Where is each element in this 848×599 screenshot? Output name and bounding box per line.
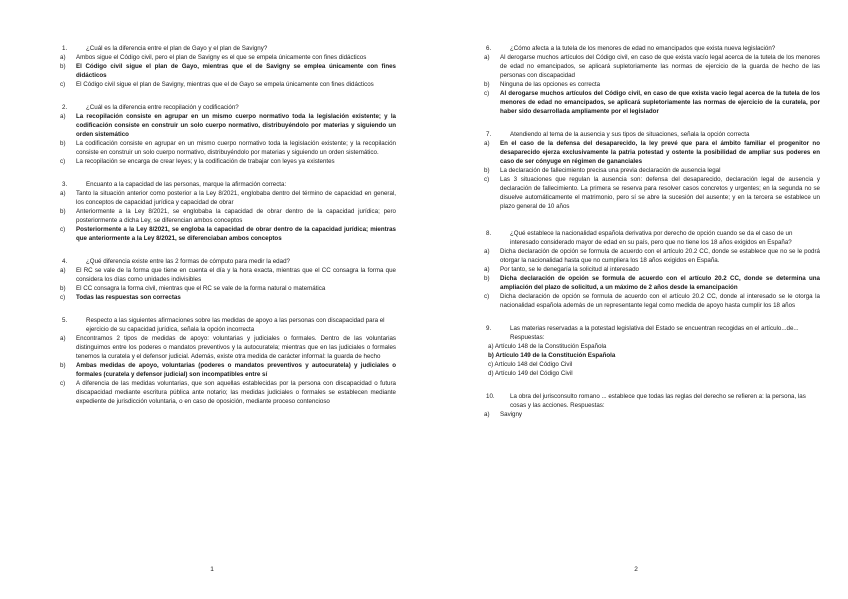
- question-block: [50, 257, 396, 302]
- question-number: 5.: [62, 317, 68, 324]
- document-page-2: [424, 0, 848, 599]
- option-text: Las 3 situaciones que regulan la ausencia son: defensa del desaparecido, declaración legal de ausencia y declaración de fallecimiento. La primera se reserva para resolver casos concretos y urgentes; en la segunda no se disuelve automáticamente el matrimonio, pero sí se abre la sucesión del ausente; y en la tercera se establece un plazo general de 10 años: [500, 176, 820, 210]
- option-label: b): [60, 285, 66, 292]
- answer-option: [474, 351, 820, 360]
- answer-option: [50, 62, 396, 80]
- answer-option: [50, 379, 396, 406]
- option-label: c): [484, 90, 490, 97]
- question-number: 8.: [486, 230, 492, 237]
- question-number: 1.: [62, 45, 68, 52]
- option-label: b): [60, 208, 66, 215]
- question-block: [474, 324, 820, 378]
- option-label: a): [484, 266, 490, 273]
- question-number: 9.: [486, 325, 492, 332]
- question-text: Respecto a las siguientes afirmaciones sobre las medidas de apoyo a las personas con discapacidad para el ejercicio de su capacidad jurídica, señala la opción incorrecta: [86, 317, 385, 333]
- answer-option: [50, 157, 396, 166]
- option-label: b): [484, 275, 490, 282]
- answer-option: [474, 410, 820, 419]
- question-block: [50, 316, 396, 406]
- option-label: c): [60, 226, 66, 233]
- question-number: 2.: [62, 104, 68, 111]
- answer-option: [50, 80, 396, 89]
- answer-option: [50, 225, 396, 243]
- question-block: [474, 130, 820, 211]
- option-text: b) Artículo 149 de la Constitución Española: [488, 352, 616, 359]
- question-number: 7.: [486, 131, 492, 138]
- option-label: b): [60, 140, 66, 147]
- option-label: c): [60, 294, 66, 301]
- questions-column: [50, 44, 396, 406]
- question-block: [474, 44, 820, 116]
- question-block: [50, 103, 396, 166]
- option-label: b): [484, 167, 490, 174]
- option-text: Dicha declaración de opción se formula de acuerdo con el artículo 20.2 CC, donde se determina una ampliación del plazo de solicitud, a un máximo de 2 años desde la emancipación: [500, 275, 820, 291]
- questions-column: [474, 44, 820, 419]
- option-text: c) Artículo 148 del Código Civil: [488, 361, 573, 368]
- answer-option: [474, 274, 820, 292]
- question-text: ¿Cómo afecta a la tutela de los menores de edad no emancipados que exista nueva legislación?: [510, 45, 776, 52]
- option-text: a) Artículo 148 de la Constitución Española: [488, 343, 607, 350]
- answer-option: [50, 189, 396, 207]
- answer-option: [50, 266, 396, 284]
- option-text: El Código civil sigue el plan de Gayo, mientras que el de Savigny se emplea únicamente con fines didácticos: [76, 63, 396, 79]
- answer-option: [474, 139, 820, 166]
- option-label: a): [484, 54, 490, 61]
- option-text: Anteriormente a la Ley 8/2021, se englobaba la capacidad de obrar dentro de la capacidad jurídica; pero posteriormente a dicha Ley, se diferencian ambos conceptos: [76, 208, 396, 224]
- option-label: b): [484, 81, 490, 88]
- option-label: c): [60, 158, 66, 165]
- answer-option: [50, 139, 396, 157]
- page-number: 2: [634, 566, 638, 573]
- option-label: a): [60, 113, 66, 120]
- question-text: Las materias reservadas a la potestad legislativa del Estado se encuentran recogidas en el artículo...de... Respuestas:: [510, 325, 799, 341]
- answer-option: [474, 166, 820, 175]
- option-text: Posteriormente a la Ley 8/2021, se engloba la capacidad de obrar dentro de la capacidad jurídica; mientras que anteriormente a la Ley 8/2021, se diferenciaban ambos conceptos: [76, 226, 396, 242]
- answer-option: [474, 175, 820, 211]
- question-text: La obra del jurisconsulto romano ... establece que todas las reglas del derecho se refieren a: la persona, las cosas y las acciones. Respuestas:: [510, 393, 806, 409]
- answer-option: [474, 80, 820, 89]
- answer-option: [474, 247, 820, 265]
- answer-option: [474, 342, 820, 351]
- question-block: [50, 44, 396, 89]
- option-label: c): [60, 81, 66, 88]
- question-text: ¿Qué establece la nacionalidad española derivativa por derecho de opción cuando se da el caso de un interesado considerado mayor de edad en su país, pero que no tiene los 18 años exigidos en España?: [510, 230, 793, 246]
- question-number: 10.: [486, 393, 495, 400]
- option-text: La recopilación consiste en agrupar en un mismo cuerpo normativo toda la legislación existente; y la codificación consiste en construir un solo cuerpo normativo, distribuyéndolo por materias y siguiendo un orden sistemático: [76, 113, 396, 138]
- option-text: El RC se vale de la forma que tiene en cuenta el día y la hora exacta, mientras que el CC consagra la forma que considera los días como unidades indivisibles: [76, 267, 396, 283]
- option-text: La declaración de fallecimiento precisa una previa declaración de ausencia legal: [500, 167, 721, 174]
- option-label: a): [484, 411, 490, 418]
- question-number: 4.: [62, 258, 68, 265]
- option-text: Dicha declaración de opción se formula de acuerdo con el artículo 20.2 CC, donde se establece que no se le podrá otorgar la nacionalidad hasta que no cumpliera los 18 años exigidos en España.: [500, 248, 820, 264]
- option-label: a): [60, 267, 66, 274]
- option-text: Ninguna de las opciones es correcta: [500, 81, 601, 88]
- answer-option: [50, 112, 396, 139]
- answer-option: [50, 284, 396, 293]
- option-text: Al derogarse muchos artículos del Código civil, en caso de que exista vacío legal acerca de la tutela de los menores de edad no emancipados, se aplicará supletoriamente las normas de ejercicio de la curatela, por haber sido desarrollada ampliamente por el legislador: [500, 90, 820, 115]
- question-block: [474, 229, 820, 310]
- answer-option: [50, 334, 396, 361]
- option-text: La recopilación se encarga de crear leyes; y la codificación de trabajar con leyes ya existentes: [76, 158, 335, 165]
- option-label: a): [484, 140, 490, 147]
- option-label: a): [60, 190, 66, 197]
- question-text: Atendiendo al tema de la ausencia y sus tipos de situaciones, señala la opción correcta: [510, 131, 750, 138]
- option-text: Al derogarse muchos artículos del Código civil, en caso de que exista vacío legal acerca de la tutela de los menores de edad no emancipados, se aplicará supletoriamente las normas de ejercicio de la guarda de hecho de las personas con discapacidad: [500, 54, 820, 79]
- answer-option: [50, 53, 396, 62]
- answer-option: [50, 293, 396, 302]
- option-label: a): [60, 54, 66, 61]
- option-text: Por tanto, se le denegaría la solicitud al interesado: [500, 266, 639, 273]
- option-text: Encontramos 2 tipos de medidas de apoyo: voluntarias y judiciales o formales. Dentro de las voluntarias distinguimos entre los poderes o mandatos preventivos y la autocuratela; mientras que en las judiciales o formales tenemos la curatela y el defensor judicial. Además, existe otra medida de carácter informal: la guarda de hecho: [76, 335, 396, 360]
- option-text: El Código civil sigue el plan de Savigny, mientras que el de Gayo se empela únicamente con fines didácticos: [76, 81, 374, 88]
- option-text: El CC consagra la forma civil, mientras que el RC se vale de la forma natural o matemática: [76, 285, 326, 292]
- option-text: Tanto la situación anterior como posterior a la Ley 8/2021, englobaba dentro del término de capacidad en general, los conceptos de capacidad jurídica y capacidad de obrar: [76, 190, 396, 206]
- option-text: En el caso de la defensa del desaparecido, la ley prevé que para el ámbito familiar el progenitor no desaparecido ejerza exclusivamente la patria potestad y ostente la posibilidad de ampliar sus poderes en caso de ser cónyuge en régimen de gananciales: [500, 140, 820, 165]
- question-block: [50, 180, 396, 243]
- option-text: Ambos sigue el Código civil, pero el plan de Savigny es el que se empela únicamente con fines didácticos: [76, 54, 367, 61]
- option-label: c): [484, 176, 490, 183]
- option-text: Ambas medidas de apoyo, voluntarias (poderes o mandatos preventivos y autocuratela) y judiciales o formales (curatela y defensor judicial) son incompatibles entre sí: [76, 362, 396, 378]
- answer-option: [474, 360, 820, 369]
- answer-option: [50, 207, 396, 225]
- option-label: c): [484, 293, 490, 300]
- option-text: d) Artículo 149 del Código Civil: [488, 370, 573, 377]
- answer-option: [474, 369, 820, 378]
- question-text: ¿Qué diferencia existe entre las 2 formas de cómputo para medir la edad?: [86, 258, 290, 265]
- option-label: b): [60, 63, 66, 70]
- answer-option: [474, 265, 820, 274]
- question-number: 3.: [62, 181, 68, 188]
- option-text: A diferencia de las medidas voluntarias, que son aquellas establecidas por la persona con discapacidad o futura discapacidad mediante escritura pública ante notario; las medidas judiciales o formales se establecen mediante expediente de jurisdicción voluntaria, o en caso de oposición, mediante proceso contencioso: [76, 380, 396, 405]
- option-text: Todas las respuestas son correctas: [76, 294, 181, 301]
- page-number: 1: [210, 566, 214, 573]
- question-text: ¿Cuál es la diferencia entre el plan de Gayo y el plan de Savigny?: [86, 45, 268, 52]
- answer-option: [474, 292, 820, 310]
- option-label: a): [60, 335, 66, 342]
- answer-option: [474, 89, 820, 116]
- question-text: Encuanto a la capacidad de las personas, marque la afirmación correcta:: [86, 181, 287, 188]
- option-text: Savigny: [500, 411, 523, 418]
- answer-option: [50, 361, 396, 379]
- answer-option: [474, 53, 820, 80]
- option-label: b): [60, 362, 66, 369]
- question-block: [474, 392, 820, 419]
- option-label: c): [60, 380, 66, 387]
- option-text: La codificación consiste en agrupar en un mismo cuerpo normativo toda la legislación existente; y la recopilación consiste en construir un solo cuerpo normativo, distribuyéndolo por materias y siguiendo un orden sistemático.: [76, 140, 396, 156]
- question-number: 6.: [486, 45, 492, 52]
- question-text: ¿Cuál es la diferencia entre recopilación y codificación?: [86, 104, 239, 111]
- option-text: Dicha declaración de opción se formula de acuerdo con el artículo 20.2 CC, donde al interesado se le otorga la nacionalidad española además de un representante legal como medida de apoyo hasta cumplir los 18 años: [500, 293, 820, 309]
- option-label: a): [484, 248, 490, 255]
